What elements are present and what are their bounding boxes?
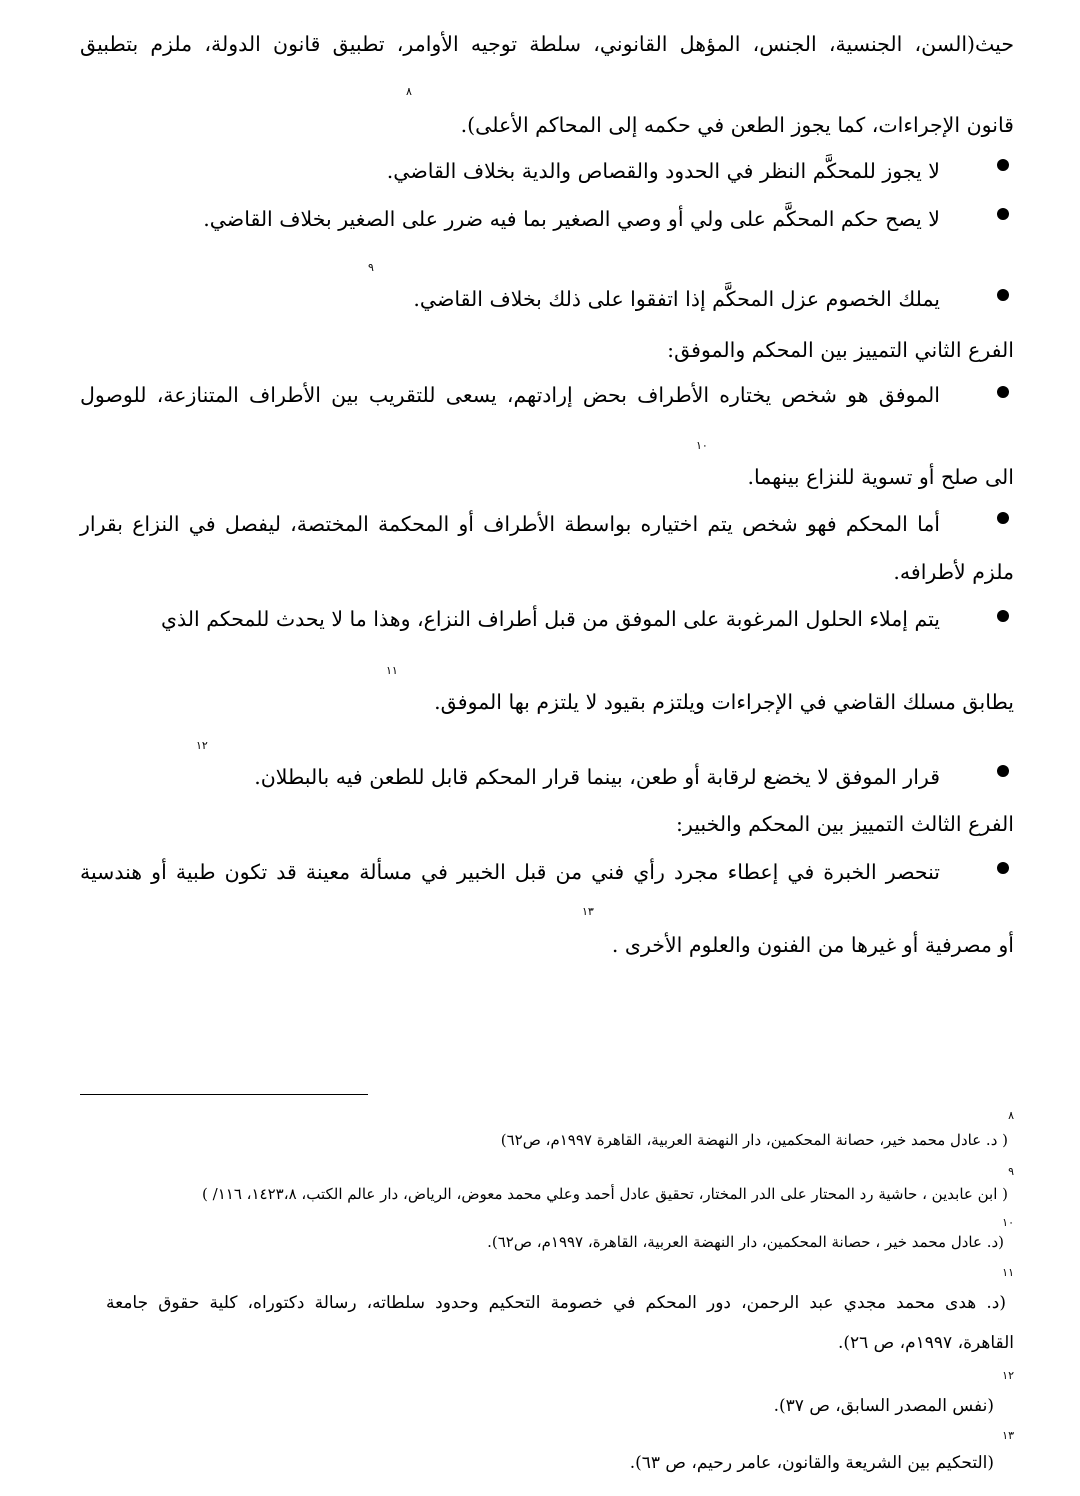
footnote-number: ٨ xyxy=(1008,1109,1014,1122)
bullet-item-3: يملك الخصوم عزل المحكَّم إذا اتفقوا على ذلك بخلاف القاضي. xyxy=(413,287,940,311)
footnote-ref-11: ١١ xyxy=(386,664,398,677)
footnote-number: ١١ xyxy=(1002,1266,1014,1279)
bullet-icon xyxy=(997,386,1009,398)
bullet-item-6-line-2: يطابق مسلك القاضي في الإجراءات ويلتزم بقيود لا يلتزم بها الموفق. xyxy=(434,690,1014,714)
body-line-1: حيث(السن، الجنسية، الجنس، المؤهل القانوني، سلطة توجيه الأوامر، تطبيق قانون الدولة، ملزم بتطبيق xyxy=(80,32,1014,56)
bullet-icon xyxy=(997,610,1009,622)
bullet-icon xyxy=(997,765,1009,777)
section-heading-2: الفرع الثاني التمييز بين المحكم والموفق: xyxy=(667,338,1014,362)
bullet-item-2: لا يصح حكم المحكَّم على ولي أو وصي الصغير بما فيه ضرر على الصغير بخلاف القاضي. xyxy=(203,207,940,231)
footnote-8: ( د. عادل محمد خير، حصانة المحكمين، دار النهضة العربية، القاهرة ١٩٩٧م، ص٦٢) xyxy=(500,1131,1008,1149)
footnote-ref-8: ٨ xyxy=(406,85,412,98)
bullet-item-4-line-1: الموفق هو شخص يختاره الأطراف بحض إرادتهم، يسعى للتقريب بين الأطراف المتنازعة، للوصول xyxy=(80,383,940,407)
footnote-ref-13: ١٣ xyxy=(582,905,594,918)
bullet-icon xyxy=(997,289,1009,301)
bullet-item-5-line-1: أما المحكم فهو شخص يتم اختياره بواسطة الأطراف أو المحكمة المختصة، ليفصل في النزاع بقرار xyxy=(80,512,940,536)
section-heading-3: الفرع الثالث التمييز بين المحكم والخبير: xyxy=(676,812,1014,836)
footnote-ref-9: ٩ xyxy=(368,261,374,274)
footnote-10: (د. عادل محمد خير ، حصانة المحكمين، دار النهضة العربية، القاهرة، ١٩٩٧م، ص٦٢). xyxy=(487,1233,1004,1251)
footnote-9: ( ابن عابدين ، حاشية رد المحتار على الدر المختار، تحقيق عادل أحمد وعلي محمد معوض، الرياض، دار عالم الكتب، ١٤٢٣،٨، ١١٦/ ) xyxy=(202,1185,1008,1203)
footnote-separator xyxy=(80,1094,368,1095)
bullet-item-5-line-2: ملزم لأطرافه. xyxy=(893,560,1014,584)
footnote-ref-10: ١٠ xyxy=(696,439,708,452)
footnote-number: ١٣ xyxy=(1002,1429,1014,1442)
bullet-icon xyxy=(997,208,1009,220)
bullet-item-7: قرار الموفق لا يخضع لرقابة أو طعن، بينما قرار المحكم قابل للطعن فيه بالبطلان. xyxy=(254,765,940,789)
bullet-icon xyxy=(997,512,1009,524)
footnote-number: ٩ xyxy=(1008,1165,1014,1178)
bullet-icon xyxy=(997,862,1009,874)
body-line-2: قانون الإجراءات، كما يجوز الطعن في حكمه إلى المحاكم الأعلى). xyxy=(460,113,1014,137)
bullet-item-1: لا يجوز للمحكَّم النظر في الحدود والقصاص والدية بخلاف القاضي. xyxy=(386,159,940,183)
footnote-number: ١٢ xyxy=(1002,1369,1014,1382)
footnote-number: ١٠ xyxy=(1002,1216,1014,1229)
bullet-item-4-line-2: الى صلح أو تسوية للنزاع بينهما. xyxy=(747,465,1014,489)
footnote-12: (نفس المصدر السابق، ص ٣٧). xyxy=(773,1396,994,1416)
bullet-item-8-line-1: تنحصر الخبرة في إعطاء مجرد رأي فني من قبل الخبير في مسألة معينة قد تكون طبية أو هندسية xyxy=(80,860,940,884)
bullet-item-6-line-1: يتم إملاء الحلول المرغوبة على الموفق من قبل أطراف النزاع، وهذا ما لا يحدث للمحكم الذي xyxy=(160,607,940,631)
footnote-11-line-2: القاهرة، ١٩٩٧م، ص ٢٦). xyxy=(837,1333,1014,1353)
bullet-item-8-line-2: أو مصرفية أو غيرها من الفنون والعلوم الأخرى . xyxy=(611,933,1014,957)
footnote-11-line-1: (د. هدى محمد مجدي عبد الرحمن، دور المحكم في خصومة التحكيم وحدود سلطاته، رسالة دكتوراه، كلية حقوق جامعة xyxy=(106,1293,1006,1313)
footnote-ref-12: ١٢ xyxy=(196,739,208,752)
bullet-icon xyxy=(997,159,1009,171)
footnote-13: (التحكيم بين الشريعة والقانون، عامر رحيم، ص ٦٣). xyxy=(629,1453,994,1473)
